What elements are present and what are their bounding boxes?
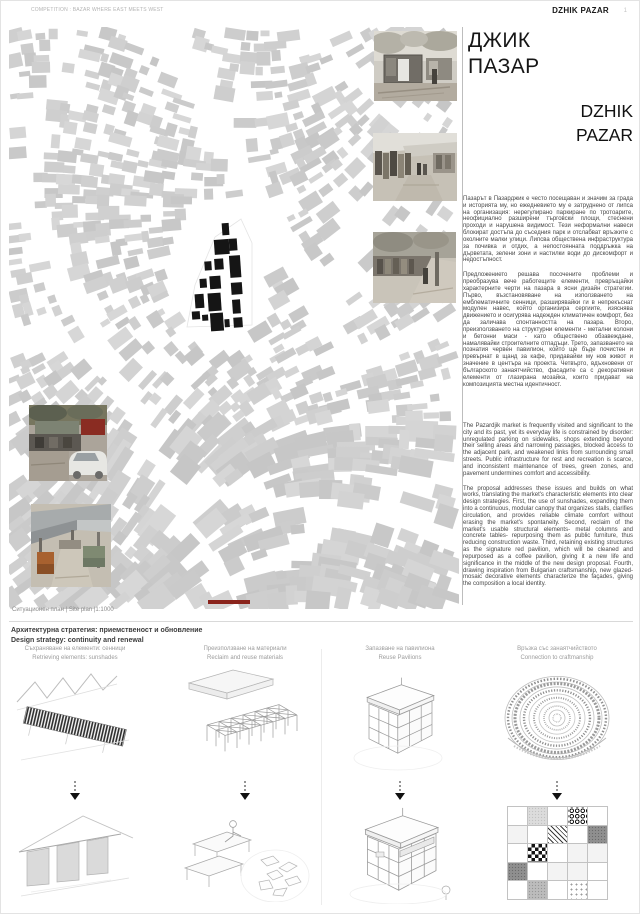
strategy-column-divider [321,649,322,905]
diagram-mosaic-tiles [507,802,608,906]
column-caption [517,645,597,664]
red-site-marker [208,600,250,604]
transform-arrow-3 [393,780,407,802]
page-number: 1 [623,8,627,14]
caption-en: Connection to craftmanship [520,655,594,661]
photo-kiosk-image [374,31,457,101]
mosaic-tile-2-3 [568,844,588,863]
description-english [463,423,633,596]
project-title-english [463,100,633,148]
mosaic-tile-4-2 [548,881,568,900]
site-plan-caption: Ситуационен план | Site plan |1:1000 [12,607,114,613]
mosaic-tile-1-1 [528,826,548,845]
mosaic-tile-0-2 [548,807,568,826]
strategy-heading-bg: Архитектурна стратегия: приемственост и обновление [11,627,203,634]
diagram-sunshade-existing [11,664,139,780]
strategy-column-pavilion [334,645,466,907]
column-caption [203,645,286,664]
strategy-column-craftsmanship [491,645,623,907]
column-caption [365,645,434,664]
diagram-pavilion-proposed [336,802,464,906]
section-divider [9,621,633,622]
site-photo-street [373,232,456,303]
mosaic-tile-0-4 [588,807,608,826]
mosaic-tile-3-4 [588,863,608,882]
title-bg-line2: ПАЗАР [468,54,540,78]
mosaic-tile-3-3 [568,863,588,882]
mosaic-tile-2-4 [588,844,608,863]
mosaic-tile-1-2 [548,826,568,845]
caption-en: Reclaim and reuse materials [206,655,284,661]
mosaic-tile-0-3 [568,807,588,826]
mosaic-tile-1-3 [568,826,588,845]
description-bulgarian [463,196,633,396]
strategy-column-sunshades [9,645,141,907]
title-en-line1: DZHIK [580,101,633,121]
bg-paragraph-2: Предложението решава посочените проблеми и преобразува вече работещите елементи, превръщайки характерните черти на пазара в ясни дизайн стратегии. Първо, възстановяване на използването на емблематичните сенници, разширявайки ги в непрекъснат модулен навес, който организира сергиите, изяснява движението и осигурява надежден климатичен комфорт, без да заличава спонтанността на пазара. Второ, преизползването на структурни елементи - метални колони и бетонни маси - като обществено обзавеждане, намалявайки строителните отпадъци. Трето, запазването на познатия червен павилион, който ще бъде почистен и превърнат в щанд за кафе, придавайки му нов живот и значение в центъра на проекта. Четвърто, вдъхновени от българското занаятчийство, фасадите са с декоративни елементи от глазирана мозайка, които придават на композицията местна идентичност. [463,272,633,388]
transform-arrow-2 [238,780,252,802]
down-arrow-icon [550,781,564,801]
diagram-sunshade-proposed [11,802,139,906]
mosaic-tile-grid [507,806,608,900]
strategy-heading [11,626,202,646]
mosaic-tile-0-0 [508,807,528,826]
project-name-header: DZHIK PAZAR [552,6,609,15]
photo-street-image [373,232,456,303]
diagram-ceramic-plate [492,664,622,780]
site-photo-market-interior [31,504,111,587]
competition-header-text: COMPETITION : BAZAR WHERE EAST MEETS WEST [31,7,164,13]
photo-stalls-image [373,133,457,201]
diagram-structure-existing [175,664,315,780]
site-photo-parking [29,405,107,481]
caption-en: Retrieving elements: sunshades [32,655,118,661]
site-photo-kiosk [374,31,457,101]
mosaic-tile-0-1 [528,807,548,826]
caption-en: Reuse Pavilions [378,655,422,661]
mosaic-tile-3-2 [548,863,568,882]
diagram-furniture-proposed [175,802,315,906]
down-arrow-icon [68,781,82,801]
project-title-bulgarian [468,28,540,79]
en-paragraph-2: The proposal addresses these issues and builds on what works, translating the market's characteristic elements into clear design strategies. First, the use of sunshades, expanding them into a continuous, modular canopy that organizes stalls, clarifies circulation, and provides reliable climate comfort without erasing the market's spontaneity. Second, reclaim of the market's usable structural elements- metal columns and concrete tables- repurposing them as public furniture, thus reducing construction waste. Third, retaining existing structures as the signature red pavilion, which will be cleaned and repurposed as a coffee pavilion, giving it a new life and significance in the middle of the new design proposal. Fourth, drawing inspiration from Bulgarian craftsmanship, new glazed-mosaic decorative elements characterize the façades, giving the composition a local identity. [463,485,633,588]
strategy-heading-en: Design strategy: continuity and renewal [11,636,144,644]
title-en-line2: PAZAR [575,124,633,145]
mosaic-tile-3-0 [508,863,528,882]
market-site-buildings [186,222,245,332]
mosaic-tile-2-0 [508,844,528,863]
mosaic-tile-1-4 [588,826,608,845]
mosaic-tile-2-2 [548,844,568,863]
photo-parking-image [29,405,107,481]
mosaic-tile-4-0 [508,881,528,900]
strategy-column-materials [179,645,311,907]
column-caption [25,645,126,664]
down-arrow-icon [238,781,252,801]
title-bg-line1: ДЖИК [468,29,531,52]
caption-bg: Съхраняване на елементи: сенници [24,646,126,652]
bg-paragraph-1: Пазарът в Пазарджик е често посещаван и значим за града и историята му, но ежедневието му е затруднено от липса на организация: нерегулирано паркиране по тротоарите, неофициално разширени търговски площи, стеснени проходи и нарушена видимост. Тези неформални навеси блокират достъпа до съседния парк и отслабват връзките с околните малки улици. Липсва обществена инфраструктура за почивка и отдих, а непостоянната поддръжка на дърветата, зелени зони и настилки води до дискомфорт и недостъпност. [463,196,633,264]
caption-bg: Връзка със занаятчийството [517,646,597,652]
transform-arrow-1 [68,780,82,802]
down-arrow-icon [393,781,407,801]
mosaic-tile-3-1 [528,863,548,882]
mosaic-tile-4-3 [568,881,588,900]
mosaic-tile-2-1 [528,844,548,863]
diagram-pavilion-existing [338,664,462,780]
mosaic-tile-1-0 [508,826,528,845]
mosaic-tile-4-1 [528,881,548,900]
en-paragraph-1: The Pazardjik market is frequently visited and significant to the city and its past, yet its everyday life is constrained by disorder: unregulated parking on sidewalks, shops extending beyond their selling areas and narrowing passages, blocked access to the adjacent park, and weakened links from surrounding small streets. Public infrastructure for rest and recreation is scarce, and inconsistent maintenance of trees, green zones, and pavement undermines comfort and accessibility. [463,423,633,477]
photo-interior-image [31,504,111,587]
mosaic-tile-4-4 [588,881,608,900]
site-photo-stall-aisle [373,133,457,201]
transform-arrow-4 [550,780,564,802]
caption-bg: Преизползване на материали [203,646,287,652]
caption-bg: Запазване на павилиона [365,646,435,652]
